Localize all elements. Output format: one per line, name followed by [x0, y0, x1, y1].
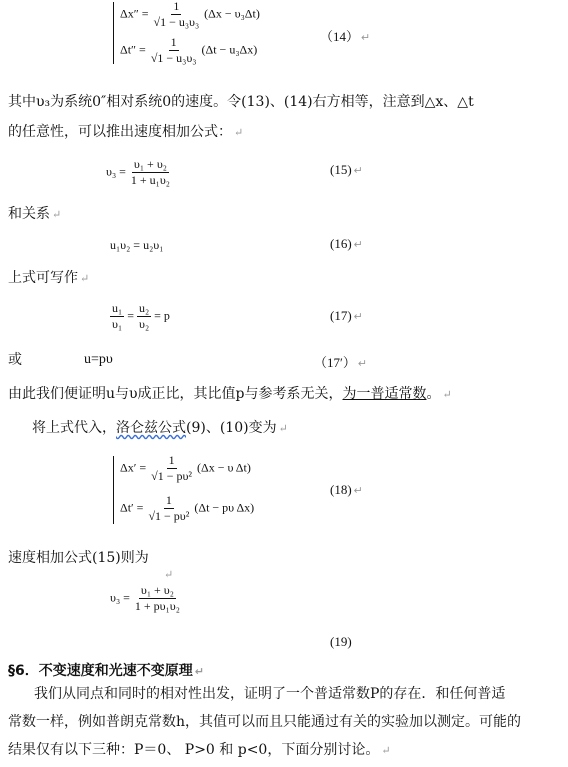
eq14-line1-den: √1 − u₃υ₃ [153, 15, 200, 29]
eq15-den: 1 + u₁υ₂ [130, 173, 170, 187]
para3-wavy: 洛仑兹公式 [116, 420, 186, 436]
eq18-line1-num: 1 [168, 453, 175, 467]
eq18-line2 [120, 494, 254, 523]
eq14-line1-rhs: (Δx − υ₃Δt) [204, 6, 260, 21]
eq14-line1-frac [151, 0, 201, 29]
eq19-num: υ₁ + υ₂ [140, 583, 174, 597]
para2-after: 。 [426, 386, 441, 402]
label-rewrite-text: 上式可写作 [8, 270, 78, 286]
paragraph-mark: ↵ [381, 744, 391, 757]
eq14-line2-den: √1 − u₃υ₃ [150, 51, 197, 65]
para3-before: 将上式代入， [32, 420, 116, 436]
eq14-number [320, 26, 370, 45]
eq14-line1-num: 1 [173, 0, 180, 13]
eq18-line2-frac [146, 494, 191, 523]
eq17-number-text: (17) [330, 308, 352, 323]
paragraph-mark: ↵ [52, 208, 62, 221]
paragraph-mark: ↵ [442, 388, 452, 401]
eq15-number-text: (15) [330, 162, 352, 177]
eq14-number-text: （14） [320, 29, 360, 44]
label-rewrite [8, 268, 89, 289]
para2-before: 由此我们便证明u与υ成正比，其比值p与参考系无关， [8, 386, 343, 402]
eq18-line1-rhs: (Δx − υ Δt) [197, 460, 251, 475]
paragraph-mark: ↵ [194, 665, 204, 678]
eq14-line2-lhs: Δt″ = [120, 42, 146, 57]
paragraph-mark: ↵ [353, 165, 363, 177]
eq17-number [330, 308, 363, 324]
paragraph-mark-floating: ↵ [164, 568, 174, 581]
eq17: $\frac{\text{u₁}}{\text{υ₁}}$ = $\frac{\text{u₂}}{\text{υ₂}}$ = p [112, 301, 170, 331]
para2-underlined: 为一普适常数 [342, 386, 427, 402]
eq17-f2-den: υ₂ [139, 317, 150, 331]
eq18-line1 [120, 454, 251, 483]
eq19 [110, 584, 182, 613]
paragraph-mark: ↵ [353, 485, 363, 497]
eq17p-number-text: （17′） [314, 355, 356, 370]
eq14-line2-rhs: (Δt − u₃Δx) [201, 42, 258, 57]
label-speed: 速度相加公式(15)则为 [8, 550, 149, 566]
eq15-frac [129, 158, 172, 187]
eq14-line2 [120, 36, 257, 65]
para3-after: (9)、(10)变为 [186, 420, 277, 436]
eq18-line1-den: √1 − pυ² [151, 469, 193, 483]
paragraph-mark: ↵ [361, 32, 371, 44]
eq17-frac2 [137, 302, 151, 331]
para4-line3-text: 结果仅有以下三种：P＝0、 P>0 和 p<0，下面分别讨论。 [8, 742, 380, 758]
para2 [8, 384, 452, 405]
eq14-line2-frac [149, 36, 199, 65]
eq18-number [330, 482, 363, 498]
eq17-frac1 [110, 302, 124, 331]
eq16: u₁υ₂ = u₂υ₁ [110, 238, 164, 252]
eq15-lhs: υ₃ = [106, 164, 126, 179]
eq16-number [330, 236, 363, 252]
paragraph-mark: ↵ [353, 311, 363, 323]
paragraph-mark: ↵ [80, 272, 90, 285]
paragraph-mark: ↵ [357, 358, 368, 370]
eq18-line2-den: √1 − pυ² [148, 509, 190, 523]
eq18-line2-num: 1 [165, 493, 172, 507]
eq15-number [330, 162, 363, 178]
eq19-den: 1 + pυ₁υ₂ [134, 599, 180, 613]
eq14-line1-lhs: Δx″ = [120, 6, 149, 21]
paragraph-mark: ↵ [353, 239, 363, 251]
eq16-number-text: (16) [330, 236, 352, 251]
label-relation-text: 和关系 [8, 206, 50, 222]
eq17-f1-num: u₁ [112, 301, 123, 315]
para3 [32, 418, 288, 439]
para4-line2: 常数一样，例如普朗克常数h，其值可以而且只能通过有关的实验加以测定。可能的 [8, 714, 522, 730]
eq14-line1 [120, 0, 260, 29]
eq15 [106, 158, 172, 187]
eq17-f1-den: υ₁ [112, 317, 123, 331]
para1-line2 [8, 122, 243, 143]
eq18-brace [113, 456, 114, 524]
eq17-rhs: = p [154, 308, 170, 323]
eq17-f2-num: u₂ [138, 301, 150, 315]
paragraph-mark: ↵ [234, 126, 244, 139]
eq14-brace [113, 2, 114, 64]
eq19-number: (19) [330, 634, 352, 649]
paragraph-mark: ↵ [278, 422, 288, 435]
eq19-frac [133, 584, 182, 613]
eq18-line2-rhs: (Δt − pυ Δx) [194, 500, 255, 515]
eq19-lhs: υ₃ = [110, 590, 130, 605]
section-title [8, 660, 204, 680]
label-relation [8, 204, 61, 225]
eq14-line2-num: 1 [170, 35, 177, 49]
para4-line3 [8, 740, 391, 761]
eq18-number-text: (18) [330, 482, 352, 497]
para4-line1: 我们从同点和同时的相对性出发，证明了一个普适常数P的存在．和任何普适 [34, 686, 506, 702]
section-title-text: §6．不变速度和光速不变原理 [8, 663, 193, 679]
eq17p-number [314, 352, 367, 371]
para1-line2-text: 的任意性，可以推出速度相加公式： [8, 124, 232, 140]
eq18-line1-frac [149, 454, 194, 483]
eq18-line2-lhs: Δt′ = [120, 500, 144, 515]
para1-line1: 其中υ₃为系统0″相对系统0的速度。令(13)、(14)右方相等，注意到△x、△t [8, 94, 474, 110]
eq18-line1-lhs: Δx′ = [120, 460, 147, 475]
eq17p-expr: u=pυ [84, 352, 113, 367]
eq17p-or: 或 [8, 352, 22, 368]
eq15-num: υ₁ + υ₂ [133, 157, 167, 171]
